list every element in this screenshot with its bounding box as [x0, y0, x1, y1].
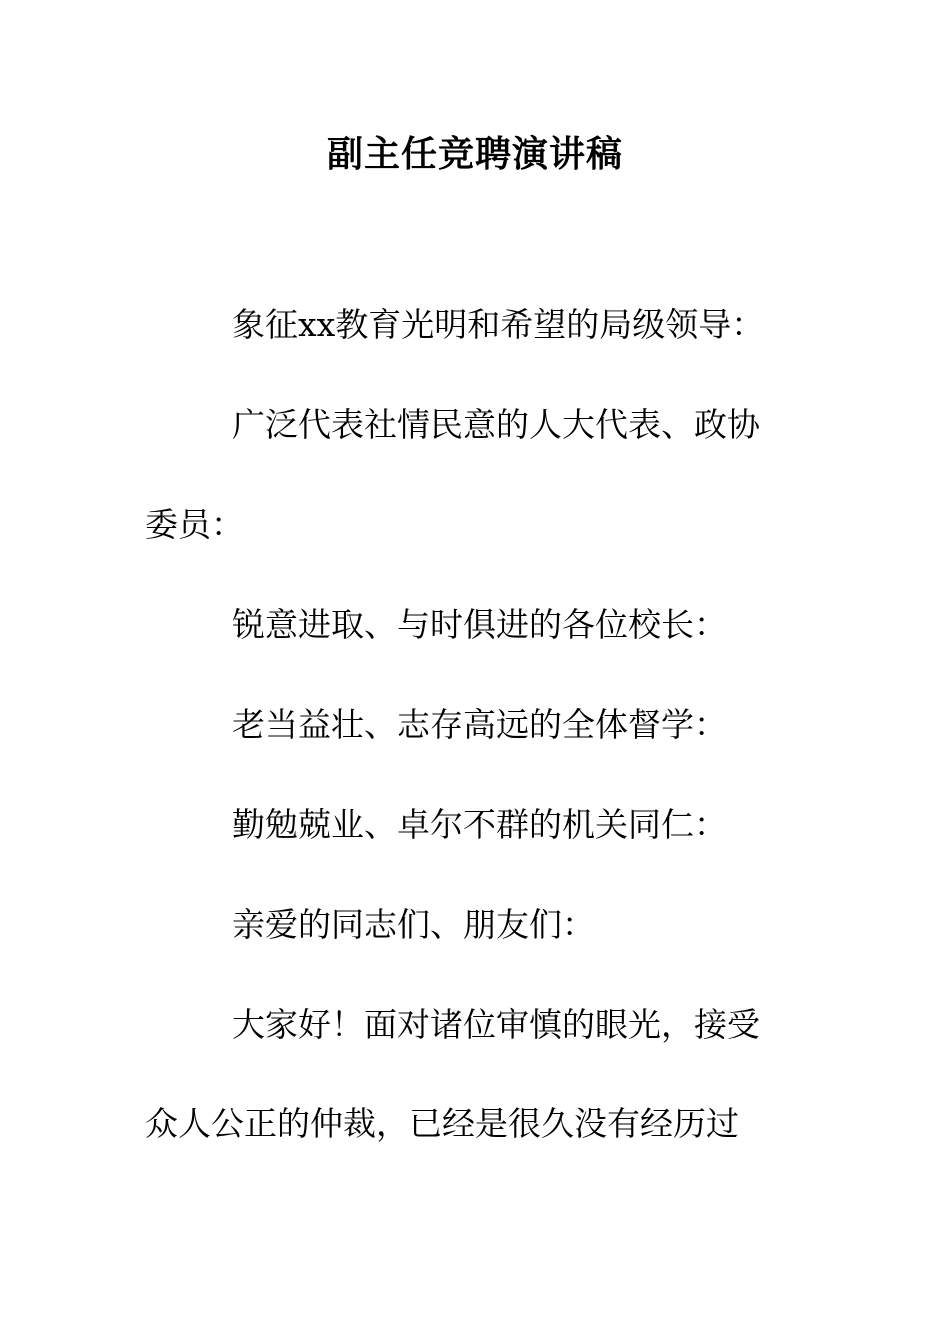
salutation-line-2: 广泛代表社情民意的人大代表、政协	[232, 405, 760, 444]
salutation-line-2-continued: 委员：	[145, 505, 244, 544]
salutation-line-1: 象征xx教育光明和希望的局级领导：	[232, 305, 765, 344]
salutation-line-5: 勤勉兢业、卓尔不群的机关同仁：	[232, 805, 727, 844]
body-paragraph-line-2: 众人公正的仲裁，已经是很久没有经历过	[145, 1104, 739, 1143]
salutation-line-4: 老当益壮、志存高远的全体督学：	[232, 705, 727, 744]
body-paragraph-line-1: 大家好！面对诸位审慎的眼光，接受	[232, 1005, 760, 1044]
document-title: 副主任竞聘演讲稿	[326, 133, 623, 175]
salutation-line-3: 锐意进取、与时俱进的各位校长：	[232, 605, 727, 644]
salutation-line-6: 亲爱的同志们、朋友们：	[232, 905, 595, 944]
